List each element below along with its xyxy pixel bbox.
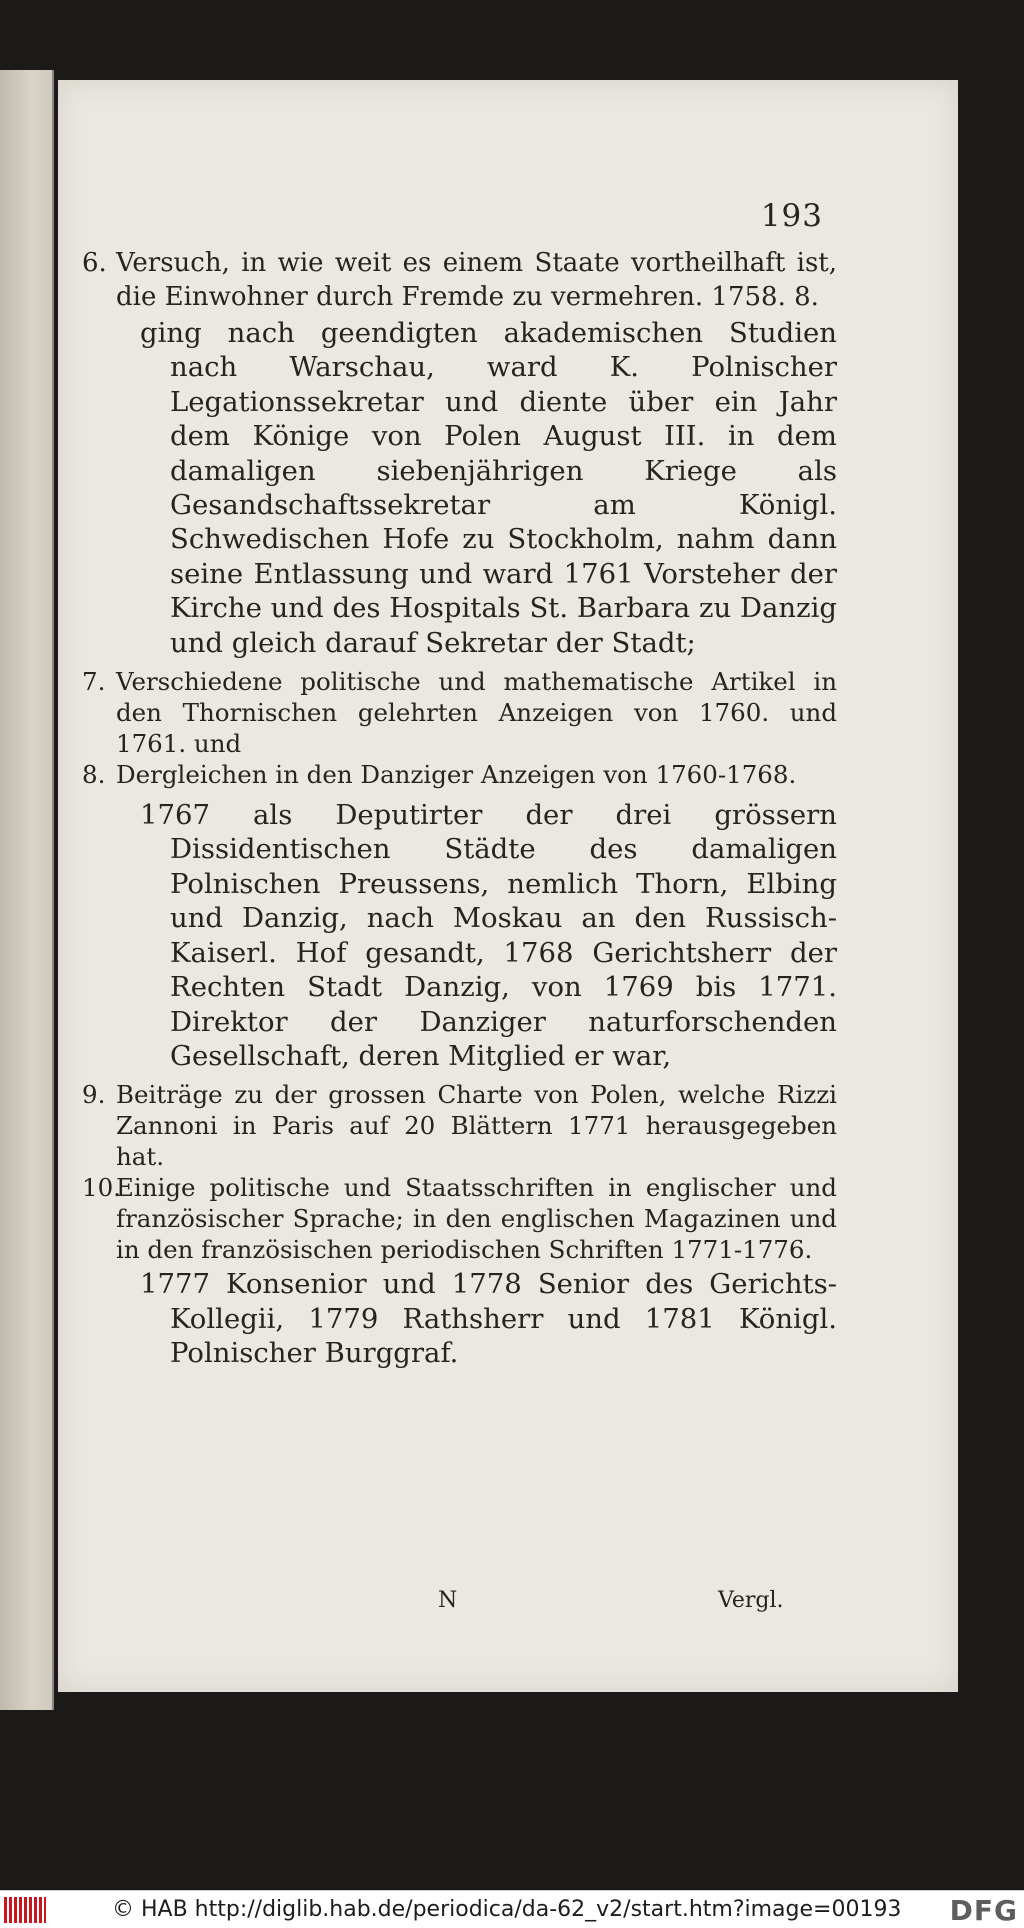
hab-logo-icon: [4, 1897, 46, 1923]
entry-10: [82, 1172, 837, 1265]
book-page: [58, 80, 958, 1692]
catchword: Vergl.: [718, 1588, 784, 1613]
entry-8: [82, 759, 837, 790]
copyright-caption: © HAB http://diglib.hab.de/periodica/da-62_v2/start.htm?image=00193: [112, 1897, 902, 1922]
entry-title: Beiträge zu der grossen Charte von Polen, welche Rizzi Zannoni in Paris auf 20 Blättern 1771 herausgegeben hat.: [116, 1080, 837, 1172]
entry-6: [82, 246, 837, 314]
copyright-bar: [0, 1890, 1024, 1928]
entry-9: [82, 1079, 837, 1172]
entry-number: 8.: [82, 760, 106, 790]
entry-title: Dergleichen in den Danziger Anzeigen von 1760-1768.: [116, 760, 797, 790]
biography-paragraph: 1777 Konsenior und 1778 Senior des Gerichts-Kollegii, 1779 Rathsherr und 1781 Königl. Polnischer Burggraf.: [140, 1268, 837, 1370]
page-number: 193: [760, 198, 823, 234]
entry-number: 9.: [82, 1080, 106, 1110]
facing-page-edge: [0, 70, 54, 1710]
entry-number: 6.: [82, 248, 107, 278]
dfg-logo: DFG: [949, 1894, 1018, 1927]
signature-mark: N: [438, 1588, 458, 1613]
entry-number: 10.: [82, 1173, 121, 1203]
page-text: [82, 246, 837, 1377]
biography-paragraph: 1767 als Deputirter der drei grössern Dissidentischen Städte des damaligen Polnischen Preussens, nemlich Thorn, Elbing und Danzig, nach Moskau an den Russisch-Kaiserl. Hof gesandt, 1768 Gerichtsherr der Rechten Stadt Danzig, von 1769 bis 1771. Direktor der Danziger naturforschenden Gesellschaft, deren Mitglied er war,: [140, 799, 837, 1072]
entry-title: Verschiedene politische und mathematische Artikel in den Thornischen gelehrten Anzeigen von 1760. und 1761. und: [116, 667, 837, 759]
entry-7: [82, 666, 837, 759]
entry-title: Versuch, in wie weit es einem Staate vortheilhaft ist, die Einwohner durch Fremde zu vermehren. 1758. 8.: [116, 248, 837, 312]
entry-title: Einige politische und Staatsschriften in englischer und französischer Sprache; in den englischen Magazinen und in den französischen periodischen Schriften 1771-1776.: [116, 1173, 837, 1265]
entry-number: 7.: [82, 667, 106, 697]
biography-paragraph: ging nach geendigten akademischen Studien nach Warschau, ward K. Polnischer Legationssekretar und diente über ein Jahr dem Könige von Polen August III. in dem damaligen siebenjährigen Kriege als Gesandschaftssekretar am Königl. Schwedischen Hofe zu Stockholm, nahm dann seine Entlassung und ward 1761 Vorsteher der Kirche und des Hospitals St. Barbara zu Danzig und gleich darauf Sekretar der Stadt;: [140, 317, 837, 659]
